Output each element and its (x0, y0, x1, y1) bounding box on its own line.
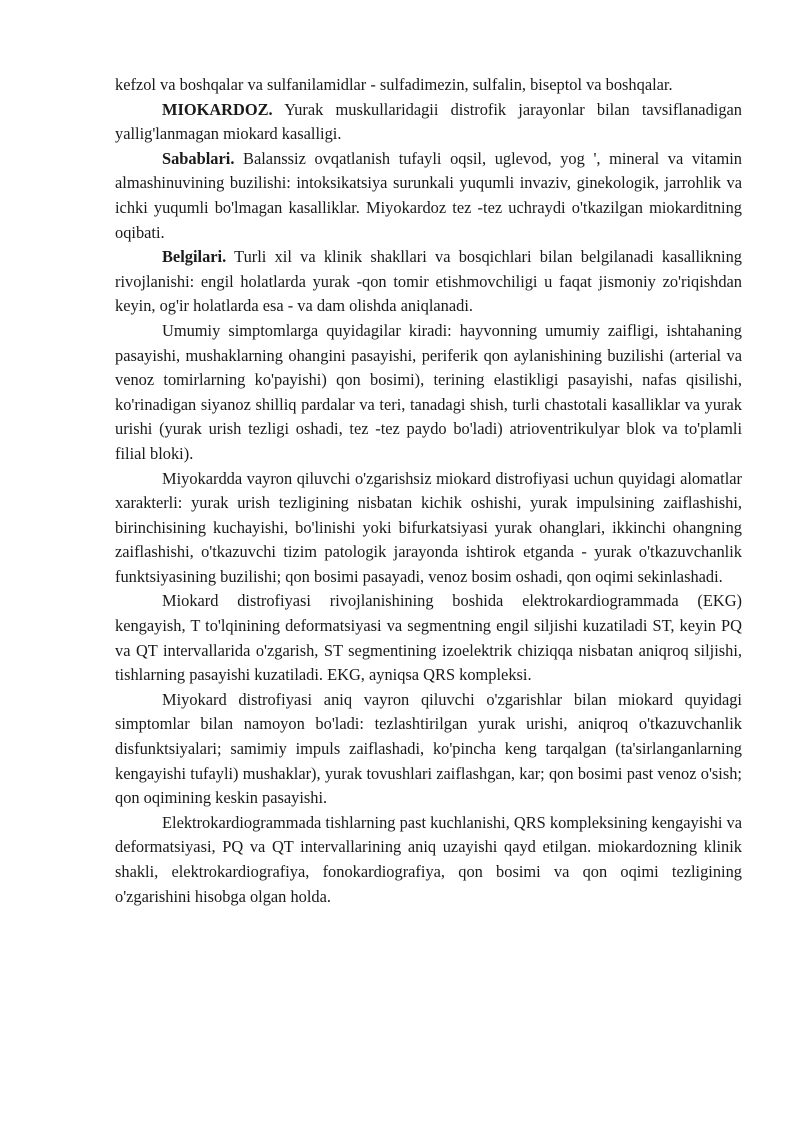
paragraph-text: Elektrokardiogrammada tishlarning past kuchlanishi, QRS kompleksining kengayishi va deformatsiyasi, PQ va QT intervallarining aniq uzayishi qayd etilgan. miokardozning klinik shakli, elektrokardiografiya, fonokardiografiya, qon bosimi va qon oqimi tezligining o'zgarishini hisobga olgan holda. (115, 812, 742, 906)
paragraph-symptoms (115, 319, 742, 467)
document-body (115, 73, 742, 909)
paragraph-text: Yurak muskullaridagii distrofik jarayonlar bilan tavsiflanadigan yallig'lanmagan miokard kasalligi. (115, 99, 742, 144)
paragraph-ekg-early (115, 589, 742, 687)
section-heading-belgilari: Belgilari. (162, 247, 227, 267)
paragraph-text: Miyokard distrofiyasi aniq vayron qiluvchi o'zgarishlar bilan miokard quyidagi simptomlar bilan namoyon bo'ladi: tezlashtirilgan yurak urishi, aniqroq o'tkazuvchanlik disfunktsiyalari; samimiy impuls zaiflashadi, ko'pincha keng tarqalgan (ta'sirlanganlarning kengayishi tufayli) mushaklar), yurak tovushlari zaiflashgan, kar; qon bosimi past venoz o'sish; qon oqimining keskin pasayishi. (115, 689, 742, 808)
paragraph-sabablari (115, 147, 742, 245)
paragraph-dystrophy-signs (115, 467, 742, 590)
paragraph-text: Miyokardda vayron qiluvchi o'zgarishsiz miokard distrofiyasi uchun quyidagi alomatlar xarakterli: yurak urish tezligining nisbatan kichik oshishi, yurak impulsining zaiflashishi, birinchisining kuchayishi, bo'linishi yoki bifurkatsiyasi yurak ohanglari, ikkinchi ohangning zaiflashishi, o'tkazuvchi tizim patologik jarayonda ishtirok etganda - yurak o'tkazuvchanlik funktsiyasining buzilishi; qon bosimi pasayadi, venoz bosim oshadi, qon oqimi sekinlashadi. (115, 468, 742, 586)
paragraph-text: Umumiy simptomlarga quyidagilar kiradi: hayvonning umumiy zaifligi, ishtahaning pasayishi, mushaklarning ohangini pasayishi, periferik qon aylanishining buzilishi (arterial va venoz tomirlarning ko'payishi) qon bosimi), terining elastikligi pasayishi, nafas qisilishi, ko'rinadigan siyanoz shilliq pardalar va teri, tanadagi shish, turli chastotali kasalliklar va yurak urishi (yurak urish tezligi oshadi, tez -tez paydo bo'ladi) atrioventrikulyar blok va to'plamli filial bloki). (115, 320, 742, 463)
paragraph-ekg-late (115, 811, 742, 909)
paragraph-belgilari (115, 245, 742, 319)
paragraph-continuation (115, 73, 742, 98)
paragraph-miokardoz (115, 98, 742, 147)
paragraph-text: Miokard distrofiyasi rivojlanishining boshida elektrokardiogrammada (EKG) kengayish, T to'lqinining deformatsiyasi va segmentning engil siljishi kuzatiladi ST, keyin PQ va QT intervallarida o'zgarish, ST segmentining izoelektrik chiziqqa nisbatan aniqroq siljishi, tishlarning pasayishi kuzatiladi. EKG, ayniqsa QRS kompleksi. (115, 591, 742, 685)
paragraph-destructive-changes (115, 688, 742, 811)
section-heading-miokardoz: MIOKARDOZ. (162, 99, 273, 119)
paragraph-text: Turli xil va klinik shakllari va bosqichlari bilan belgilanadi kasallikning rivojlanishi: engil holatlarda yurak -qon tomir etishmovchiligi u faqat jismoniy zo'riqishdan keyin, og'ir holatlarda esa - va dam olishda aniqlanadi. (115, 247, 742, 316)
paragraph-text: kefzol va boshqalar va sulfanilamidlar - sulfadimezin, sulfalin, biseptol va boshqalar. (115, 75, 673, 94)
paragraph-text: Balanssiz ovqatlanish tufayli oqsil, uglevod, yog ', mineral va vitamin almashinuvining buzilishi: intoksikatsiya surunkali yuqumli invaziv, ginekologik, jarrohlik va ichki yuqumli bo'lmagan kasalliklar. Miyokardoz tez -tez uchraydi o'tkazilgan miokarditning oqibati. (115, 148, 742, 242)
section-heading-sabablari: Sabablari. (162, 148, 235, 168)
